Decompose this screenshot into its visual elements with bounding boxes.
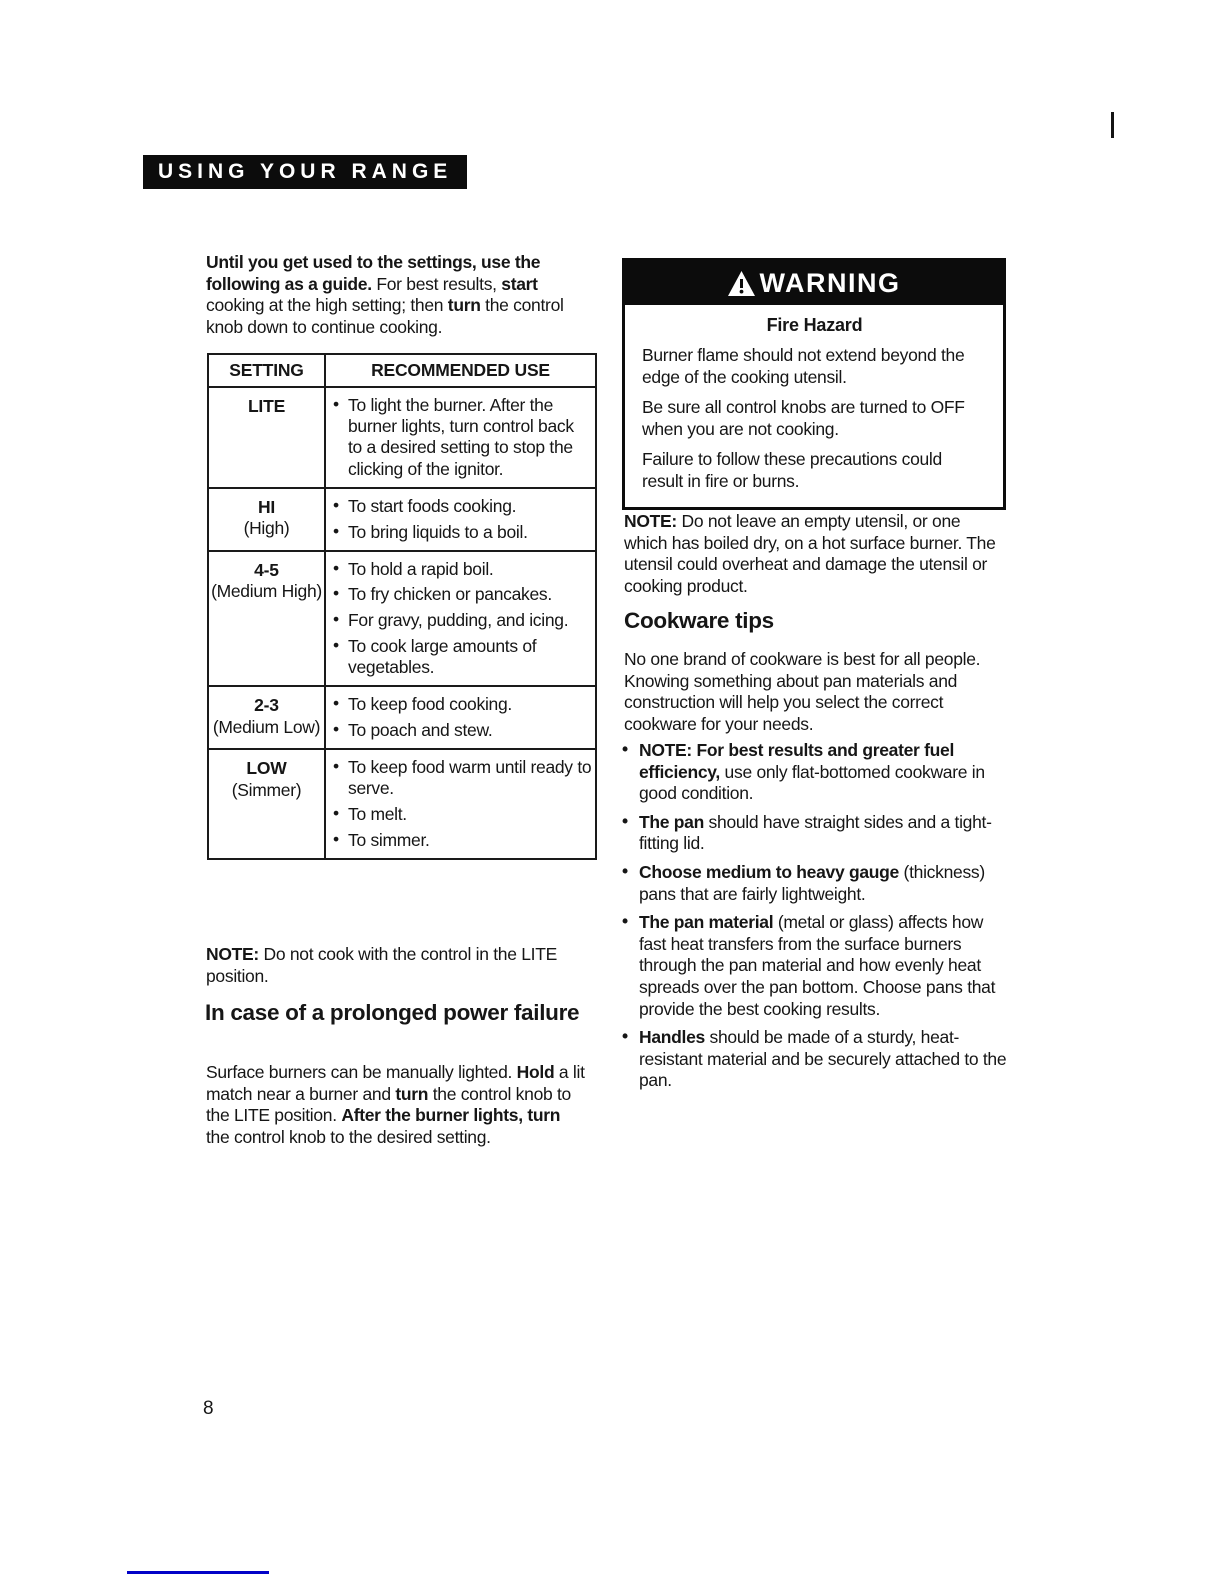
setting-label: HI (257, 496, 276, 517)
warning-body (625, 305, 1003, 507)
use-item: • To keep food cooking. (333, 694, 592, 715)
settings-table (207, 353, 597, 860)
cookware-bullet-item: • NOTE: For best results and greater fuel efficiency, use only flat-bottomed cookware in good condition. (622, 740, 1014, 805)
use-item: • To simmer. (333, 830, 592, 851)
warning-box (622, 258, 1006, 510)
setting-sublabel: (High) (243, 518, 290, 539)
use-item: • To light the burner. After the burner lights, turn control back to a desired setting to stop the clicking of the ignitor. (333, 395, 592, 480)
use-item: • To poach and stew. (333, 720, 592, 741)
page-title: USING YOUR RANGE (158, 160, 453, 183)
use-item: • To hold a rapid boil. (333, 559, 592, 580)
use-item: • To start foods cooking. (333, 496, 592, 517)
note-left: NOTE: Do not cook with the control in the LITE position. (206, 944, 557, 986)
setting-label: LOW (246, 758, 287, 779)
note-right: NOTE: Do not leave an empty utensil, or one which has boiled dry, on a hot surface burner. The utensil could overheat and damage the utensil or cooking product. (624, 511, 996, 596)
cookware-bullet-item: • Handles should be made of a sturdy, heat-resistant material and be securely attached to the pan. (622, 1027, 1014, 1092)
section-heading-cookware-tips: Cookware tips (624, 608, 774, 633)
setting-sublabel: (Medium High) (211, 581, 322, 602)
cookware-bullet-list (622, 740, 1014, 1099)
table-row-lite (208, 387, 596, 488)
table-row-hi (208, 488, 596, 551)
cookware-bullet-item: • The pan material (metal or glass) affects how fast heat transfers from the surface burners through the pan material and how evenly heat spreads over the pan bottom. Choose pans that provide the best cooking results. (622, 912, 1014, 1020)
page-number: 8 (203, 1398, 214, 1419)
setting-sublabel: (Medium Low) (212, 716, 321, 737)
warning-subtitle: Fire Hazard (766, 315, 863, 335)
warning-triangle-icon (728, 271, 755, 296)
table-row-low (208, 749, 596, 859)
col-header-recommended-use: RECOMMENDED USE (325, 354, 596, 387)
use-item: • To fry chicken or pancakes. (333, 584, 592, 605)
setting-label: 4-5 (254, 559, 279, 580)
table-row-medium-low (208, 686, 596, 749)
use-item: • To cook large amounts of vegetables. (333, 636, 592, 678)
section-banner (143, 155, 467, 189)
intro-paragraph: Until you get used to the settings, use the following as a guide. For best results, start cooking at the high setting; then turn the control knob down to continue cooking. (206, 252, 564, 337)
cookware-bullet-item: • Choose medium to heavy gauge (thickness) pans that are fairly lightweight. (622, 862, 1014, 905)
warning-title: WARNING (759, 267, 901, 298)
use-item: • To bring liquids to a boil. (333, 522, 592, 543)
footer-line (127, 1571, 269, 1574)
table-header-row (208, 354, 596, 387)
warning-paragraph: Be sure all control knobs are turned to OFF when you are not cooking. (642, 397, 965, 439)
section-heading-power-failure: In case of a prolonged power failure (205, 1000, 580, 1025)
use-item: • To keep food warm until ready to serve. (333, 757, 592, 799)
use-item: • For gravy, pudding, and icing. (333, 610, 592, 631)
cookware-intro: No one brand of cookware is best for all people. Knowing something about pan materials and construction will help you select the correct cookware for your needs. (624, 649, 981, 734)
col-header-setting: SETTING (208, 354, 325, 387)
setting-sublabel: (Simmer) (231, 779, 302, 800)
warning-paragraph: Failure to follow these precautions could result in fire or burns. (642, 449, 942, 491)
table-row-medium-high (208, 551, 596, 687)
warning-paragraph: Burner flame should not extend beyond the edge of the cooking utensil. (642, 345, 965, 387)
power-failure-paragraph: Surface burners can be manually lighted. Hold a lit match near a burner and turn the control knob to the LITE position. After the burner lights, turn the control knob to the desired setting. (206, 1062, 585, 1147)
use-item: • To melt. (333, 804, 592, 825)
setting-label: 2-3 (254, 695, 279, 716)
cookware-bullet-item: • The pan should have straight sides and a tight-fitting lid. (622, 812, 1014, 855)
warning-banner (625, 261, 1003, 305)
scan-artifact-mark (1111, 112, 1114, 138)
setting-label: LITE (247, 396, 286, 416)
